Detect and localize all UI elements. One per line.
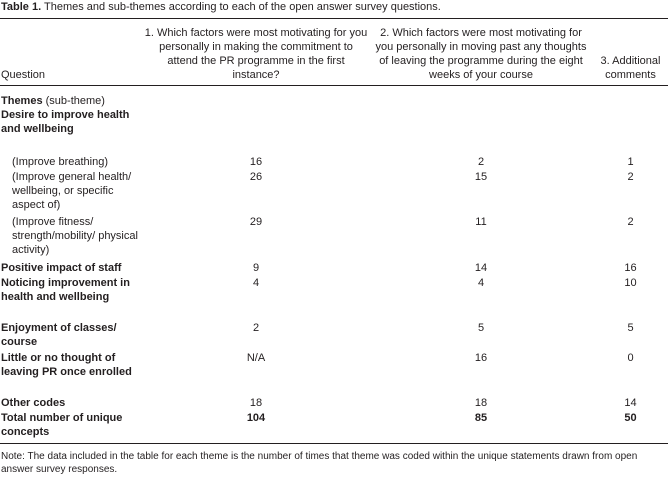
cell-col1: 26 [249, 171, 263, 183]
row-label: Noticing improvement in health and wellbeing [1, 277, 130, 303]
cell-col1: 18 [249, 397, 263, 409]
cell-col2: 18 [474, 397, 488, 409]
header-col1: 1. Which factors were most motivating for you personally in making the commitment to attend the PR programme in the first instance? [144, 27, 368, 81]
cell-col3: 2 [627, 171, 634, 183]
cell-col3: 14 [624, 397, 637, 409]
row-label: (Improve breathing) [12, 156, 108, 168]
cell-col1: 29 [249, 216, 263, 228]
cell-col2: 16 [474, 352, 488, 364]
table-caption-label: Table 1. [1, 1, 42, 13]
cell-col1: 9 [252, 262, 260, 274]
cell-col3: 5 [627, 322, 634, 334]
themes-heading [1, 94, 105, 108]
cell-col1: 2 [252, 322, 260, 334]
cell-col2: 5 [477, 322, 485, 334]
themes-label: Themes [1, 95, 43, 107]
themes-sub-label: (sub-theme) [45, 95, 105, 107]
cell-col3: 1 [627, 156, 634, 168]
cell-col1: 4 [252, 277, 260, 289]
table-caption-text: Themes and sub-themes according to each of the open answer survey questions. [44, 1, 441, 13]
table-caption [1, 0, 441, 14]
row-label: (Improve fitness/ strength/mobility/ physical activity) [12, 216, 138, 256]
cell-col2: 11 [475, 216, 487, 228]
header-col3: 3. Additional comments [600, 55, 661, 81]
cell-col1: 16 [249, 156, 263, 168]
cell-col3: 16 [624, 262, 637, 274]
top-rule [0, 18, 668, 19]
bottom-rule [0, 443, 668, 444]
cell-col3: 2 [627, 216, 634, 228]
cell-col2: 4 [477, 277, 485, 289]
cell-col1: N/A [246, 352, 266, 364]
row-label: (Improve general health/ wellbeing, or specific aspect of) [12, 171, 132, 211]
cell-col3: 0 [627, 352, 634, 364]
row-label: Desire to improve health and wellbeing [1, 109, 130, 135]
row-label: Positive impact of staff [1, 262, 122, 274]
row-label: Little or no thought of leaving PR once enrolled [1, 352, 132, 378]
cell-col2: 85 [474, 412, 488, 424]
row-label: Total number of unique concepts [1, 412, 123, 438]
header-col2: 2. Which factors were most motivating for you personally in moving past any thoughts of leaving the programme during the eight weeks of your course [375, 27, 587, 81]
cell-col2: 14 [474, 262, 488, 274]
cell-col3: 50 [624, 412, 637, 424]
row-label: Enjoyment of classes/ course [1, 322, 117, 348]
row-label: Other codes [1, 397, 66, 409]
table-note: Note: The data included in the table for each theme is the number of times that theme was coded within the unique statements drawn from open answer survey responses. [1, 451, 638, 475]
header-rule [0, 85, 668, 86]
cell-col2: 2 [477, 156, 485, 168]
header-question: Question [1, 69, 46, 81]
cell-col2: 15 [474, 171, 488, 183]
cell-col1: 104 [246, 412, 266, 424]
cell-col3: 10 [624, 277, 637, 289]
